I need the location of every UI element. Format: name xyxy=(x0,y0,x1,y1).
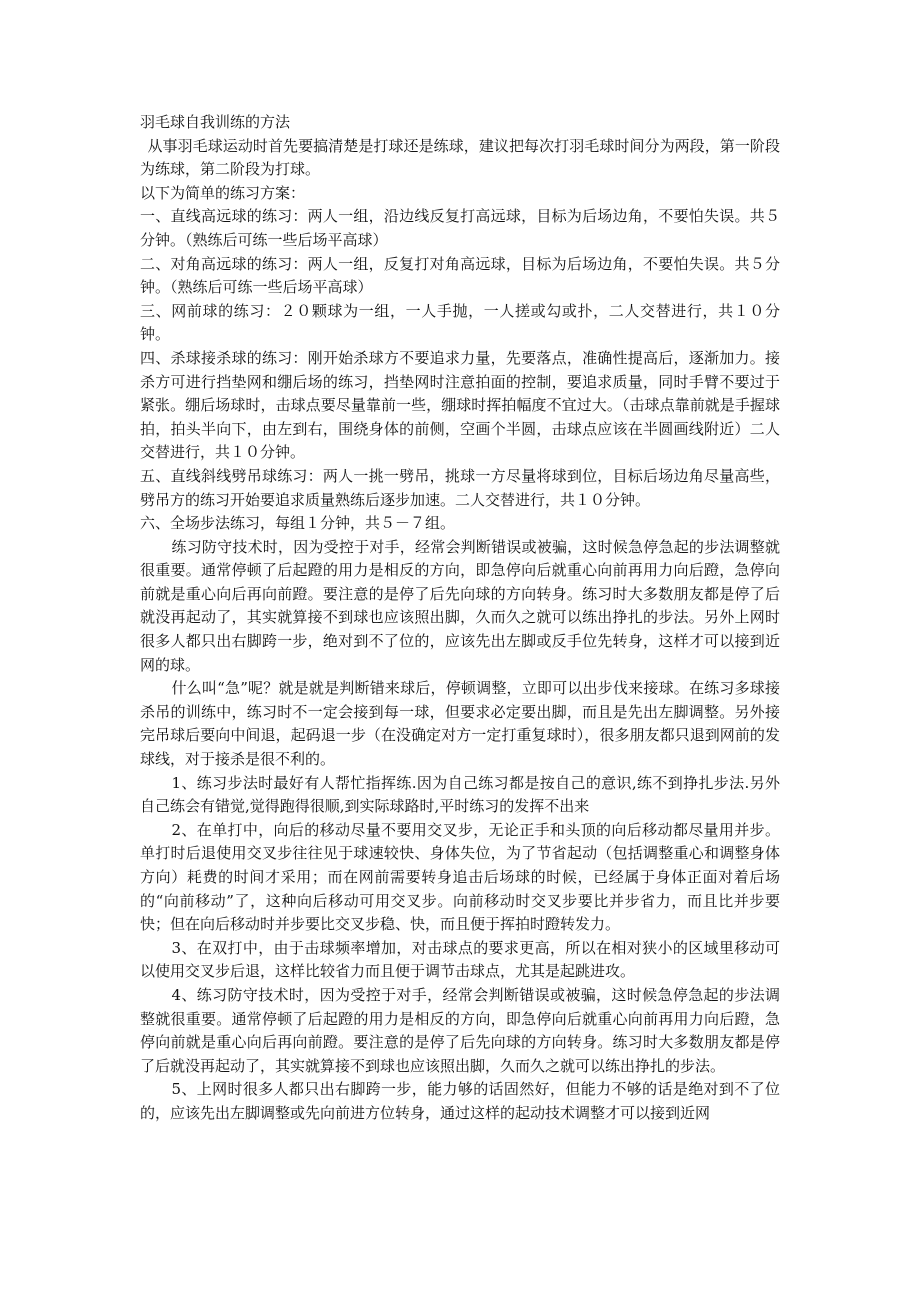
body-paragraph-defense: 练习防守技术时，因为受控于对手，经常会判断错误或被骗，这时候急停急起的步法调整就很重要。通常停顿了后起蹬的用力是相反的方向，即急停向后就重心向前再用力向后蹬，急停向前就是重心向后再向前蹬。要注意的是停了后先向球的方向转身。练习时大多数朋友都是停了后就没再起动了，其实就算接不到球也应该照出脚，久而久之就可以练出挣扎的步法。另外上网时很多人都只出右脚跨一步，绝对到不了位的，应该先出左脚或反手位先转身，这样才可以接到近网的球。 xyxy=(140,537,780,674)
plan-item-4: 四、杀球接杀球的练习：刚开始杀球方不要追求力量，先要落点，准确性提高后，逐渐加力。接杀方可进行挡垫网和绷后场的练习，挡垫网时注意拍面的控制，要追求质量，同时手臂不要过于紧张。绷后场球时，击球点要尽量靠前一些，绷球时挥拍幅度不宜过大。（击球点靠前就是手握球拍，拍头半向下，由左到右，围绕身体的前侧，空画个半圆，击球点应该在半圆画线附近）二人交替进行，共１０分钟。 xyxy=(140,348,780,462)
tip-paragraph-5: 5、上网时很多人都只出右脚跨一步，能力够的话固然好，但能力不够的话是绝对到不了位的，应该先出左脚调整或先向前进方位转身，通过这样的起动技术调整才可以接到近网 xyxy=(140,1080,780,1122)
plan-item-2: 二、对角高远球的练习：两人一组，反复打对角高远球，目标为后场边角，不要怕失误。共５分钟。（熟练后可练一些后场平高球） xyxy=(140,254,780,297)
tip-paragraph-2: 2、在单打中，向后的移动尽量不要用交叉步，无论正手和头顶的向后移动都尽量用并步。单打时后退使用交叉步往往见于球速较快、身体失位，为了节省起动（包括调整重心和调整身体方向）耗费的时间才采用；而在网前需要转身追击后场球的时候，已经属于身体正面对着后场的“向前移动”了，这种向后移动可用交叉步。向前移动时交叉步要比并步省力，而且比并步要快；但在向后移动时并步要比交叉步稳、快，而且便于挥拍时蹬转发力。 xyxy=(140,820,780,934)
plan-item-6: 六、全场步法练习，每组１分钟，共５－７组。 xyxy=(140,514,456,533)
tip-paragraph-3: 3、在双打中，由于击球频率增加，对击球点的要求更高，所以在相对狭小的区域里移动可以使用交叉步后退，这样比较省力而且便于调节击球点，尤其是起跳进攻。 xyxy=(140,938,780,981)
body-paragraph-ji: 什么叫“急”呢？就是就是判断错来球后，停顿调整，立即可以出步伐来接球。在练习多球接杀吊的训练中，练习时不一定会接到每一球，但要求必定要出脚，而且是先出左脚调整。另外接完吊球后要向中间退，起码退一步（在没确定对方一定打重复球时），很多朋友都只退到网前的发球线，对于接杀是很不利的。 xyxy=(140,679,780,769)
plan-item-3: 三、网前球的练习：２０颗球为一组，一人手抛，一人搓或勾或扑，二人交替进行，共１０分钟。 xyxy=(140,301,780,344)
plan-item-5: 五、直线斜线劈吊球练习：两人一挑一劈吊，挑球一方尽量将球到位，目标后场边角尽量高些，劈吊方的练习开始要追求质量熟练后逐步加速。二人交替进行，共１０分钟。 xyxy=(140,466,780,509)
tip-paragraph-1: 1、练习步法时最好有人帮忙指挥练.因为自己练习都是按自己的意识,练不到挣扎步法.另外自己练会有错觉,觉得跑得很顺,到实际球路时,平时练习的发挥不出来 xyxy=(140,773,780,816)
intro-paragraph: 从事羽毛球运动时首先要搞清楚是打球还是练球，建议把每次打羽毛球时间分为两段，第一阶段为练球，第二阶段为打球。 xyxy=(140,136,780,179)
tip-paragraph-4: 4、练习防守技术时，因为受控于对手，经常会判断错误或被骗，这时候急停急起的步法调整就很重要。通常停顿了后起蹬的用力是相反的方向，即急停向后就重心向前再用力向后蹬，急停向前就是重心向后再向前蹬。要注意的是停了后先向球的方向转身。练习时大多数朋友都是停了后就没再起动了，其实就算接不到球也应该照出脚，久而久之就可以练出挣扎的步法。 xyxy=(140,985,780,1075)
document-title: 羽毛球自我训练的方法 xyxy=(140,113,291,131)
plan-heading: 以下为简单的练习方案： xyxy=(140,183,306,202)
plan-item-1: 一、直线高远球的练习：两人一组，沿边线反复打高远球，目标为后场边角，不要怕失误。共５分钟。（熟练后可练一些后场平高球） xyxy=(140,207,780,249)
document-page xyxy=(140,111,780,1126)
